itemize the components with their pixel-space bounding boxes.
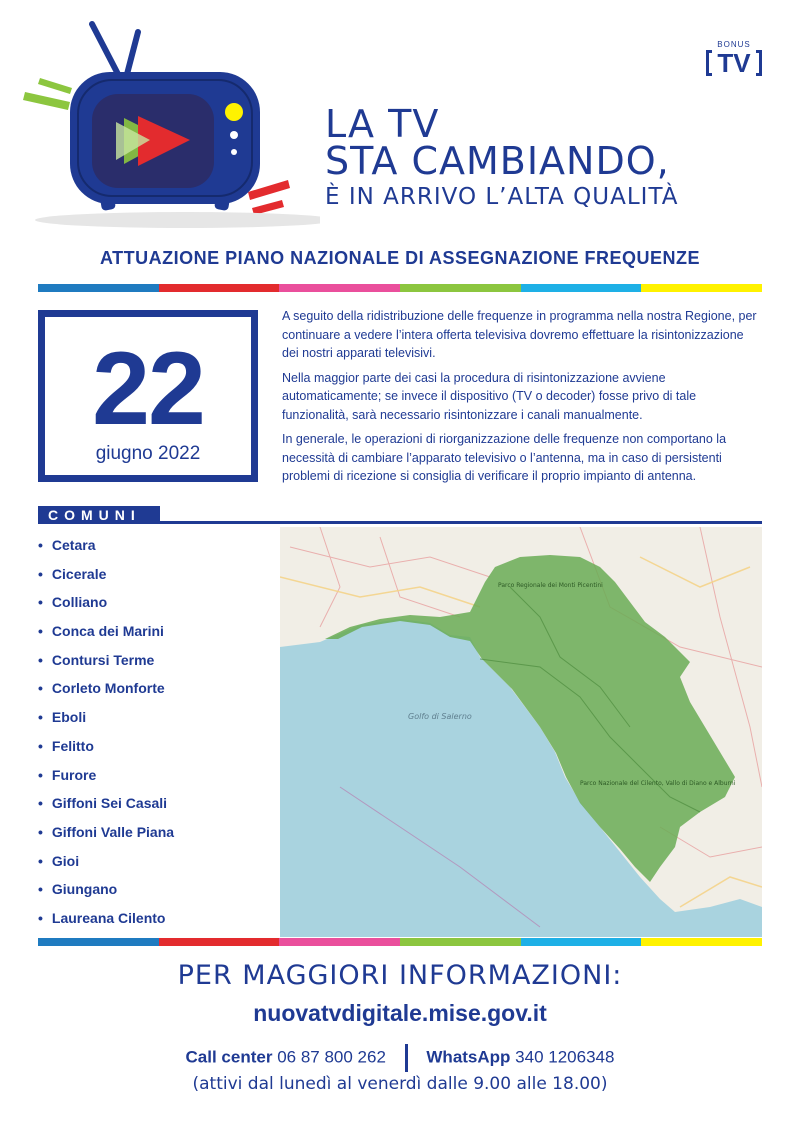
subtitle: ATTUAZIONE PIANO NAZIONALE DI ASSEGNAZIONE FREQUENZE <box>99 248 700 268</box>
color-segment <box>521 284 642 292</box>
list-item: • Contursi Terme <box>38 650 268 679</box>
list-item: • Giffoni Valle Piana <box>38 822 268 851</box>
list-item: • Colliano <box>38 592 268 621</box>
more-info-heading: PER MAGGIORI INFORMAZIONI: <box>177 960 623 991</box>
coverage-map <box>280 527 762 937</box>
whatsapp-label: WhatsApp <box>426 1047 511 1067</box>
date-month-year: giugno 2022 <box>95 443 201 464</box>
color-segment <box>279 284 400 292</box>
website-link[interactable]: nuovatvdigitale.mise.gov.it <box>253 1000 547 1026</box>
call-center-number[interactable]: 06 87 800 262 <box>277 1047 386 1067</box>
bonus-tv-logo <box>706 40 762 78</box>
list-item: • Laureana Cilento <box>38 908 268 937</box>
comuni-title: COMUNI <box>38 506 160 524</box>
color-bar-bottom <box>38 938 762 946</box>
color-segment <box>159 938 280 946</box>
color-segment <box>279 938 400 946</box>
list-item: • Cetara <box>38 535 268 564</box>
map-label-cilento: Parco Nazionale del Cilento, Vallo di Diano e Alburni <box>580 780 736 787</box>
color-bar-top <box>38 284 762 292</box>
service-hours: (attivi dal lunedì al venerdì dalle 9.00 alle 18.00) <box>192 1074 608 1094</box>
logo-bracket-right <box>756 50 762 76</box>
list-item: • Conca dei Marini <box>38 621 268 650</box>
headline-line-1: LA TV <box>325 102 440 146</box>
headline-line-2: STA CAMBIANDO, <box>325 139 670 183</box>
list-item: • Felitto <box>38 736 268 765</box>
color-segment <box>400 938 521 946</box>
list-item: • Corleto Monforte <box>38 678 268 707</box>
date-day: 22 <box>92 331 204 447</box>
date-box <box>38 310 258 482</box>
color-segment <box>400 284 521 292</box>
list-item: • Furore <box>38 765 268 794</box>
map-label-picentini: Parco Regionale dei Monti Picentini <box>498 582 603 589</box>
list-item: • Giffoni Sei Casali <box>38 793 268 822</box>
bonus-logo-big: TV <box>717 48 751 78</box>
contacts-line <box>0 1044 800 1072</box>
bonus-logo-small: BONUS <box>717 40 751 49</box>
color-segment <box>641 938 762 946</box>
color-segment <box>38 938 159 946</box>
intro-paragraph-3: In generale, le operazioni di riorganizzazione delle frequenze non comportano la necessità di cambiare l’apparato televisivo o l’antenna, ma in caso di persistenti problemi di ricezione si consiglia di verificare il proprio impianto di antenna. <box>282 432 727 483</box>
call-center-label: Call center <box>185 1047 273 1067</box>
tv-illustration <box>20 10 320 230</box>
color-segment <box>521 938 642 946</box>
color-segment <box>159 284 280 292</box>
color-segment <box>641 284 762 292</box>
contacts-separator <box>405 1044 408 1072</box>
headline-line-3: È IN ARRIVO L’ALTA QUALITÀ <box>325 184 679 210</box>
comuni-list <box>38 535 268 937</box>
intro-text <box>282 307 762 492</box>
intro-paragraph-2: Nella maggior parte dei casi la procedura di risintonizzazione avviene automaticamente; se invece il dispositivo (TV o decoder) fosse privo di tale funzionalità, sarà necessario risintonizzare i canali manualmente. <box>282 370 697 422</box>
headline <box>325 102 785 212</box>
whatsapp-number[interactable]: 340 1206348 <box>515 1047 615 1067</box>
color-segment <box>38 284 159 292</box>
list-item: • Eboli <box>38 707 268 736</box>
map-label-gulf: Golfo di Salerno <box>408 712 472 721</box>
intro-paragraph-1: A seguito della ridistribuzione delle frequenze in programma nella nostra Regione, per continuare a vedere l’intera offerta televisiva dovremo effettuare la risintonizzazione dei nostri apparati televisivi. <box>282 309 757 360</box>
list-item: • Cicerale <box>38 564 268 593</box>
list-item: • Gioi <box>38 851 268 880</box>
list-item: • Giungano <box>38 879 268 908</box>
comuni-header <box>38 506 762 524</box>
